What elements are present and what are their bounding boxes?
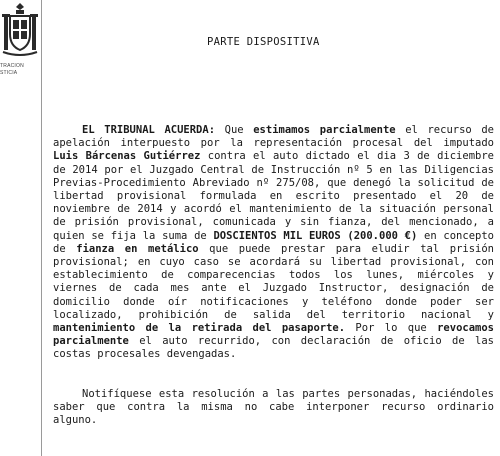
text-segment: contra el auto dictado el dia 3 de diciembre de 2014 por el Juzgado Central de Instrucción nº 5 en las Diligencias Previas-Procedimiento Abreviado nº 275/08, que denegó la solicitud de libertad provisional formulada en escrito presentado el 20 de noviembre de 2014 y acordó el mantenimiento de la situación personal de prisión provisional, comunicada y sin fianza, del mencionado, a quien se fija la suma de xyxy=(53,150,494,242)
margin-rule xyxy=(41,0,42,456)
defendant-name: Luis Bárcenas Gutiérrez xyxy=(53,150,201,163)
partially-revoked-text: revocamos parcialmente xyxy=(53,322,495,348)
text-segment: el recurso de apelación interpuesto por la representación procesal del imputado xyxy=(53,124,494,150)
logo-caption-line-2: STICIA xyxy=(0,70,18,76)
text-segment: Por lo que xyxy=(345,322,438,335)
logo-caption xyxy=(0,63,40,77)
logo-caption-line-1: TRACION xyxy=(0,63,24,69)
crest-icon xyxy=(0,0,40,62)
court-logo xyxy=(0,0,40,95)
cash-bail-text: fianza en metálico xyxy=(76,242,199,255)
text-segment: que puede prestar para eludir tal prisión provisional; en cuyo caso se acordará su libertad provisional, con establecimiento de comparecencias todos los lunes, miércoles y viernes de cada mes ante el Juzgado Instructor, designación de domicilio donde oír notificaciones y teléfono donde poder ser localizado, prohibición de salida del territorio nacional y xyxy=(53,242,495,321)
court-agrees-label: EL TRIBUNAL ACUERDA: xyxy=(82,124,216,136)
ruling-paragraph xyxy=(53,124,494,362)
partially-upheld-text: estimamos parcialmente xyxy=(253,124,396,136)
text-segment: Que xyxy=(215,124,254,136)
notification-paragraph: Notifíquese esta resolución a las partes personadas, haciéndoles saber que contra la misma no cabe interponer recurso ordinario alguno. xyxy=(53,388,494,427)
text-segment: el auto recurrido, con declaración de oficio de las costas procesales devengadas. xyxy=(53,335,494,361)
bail-amount: DOSCIENTOS MIL EUROS (200.000 €) xyxy=(213,229,418,242)
section-heading: PARTE DISPOSITIVA xyxy=(207,36,320,48)
passport-retention-text: mantenimiento de la retirada del pasaporte. xyxy=(53,322,346,335)
text-segment: en concepto de xyxy=(53,229,494,255)
